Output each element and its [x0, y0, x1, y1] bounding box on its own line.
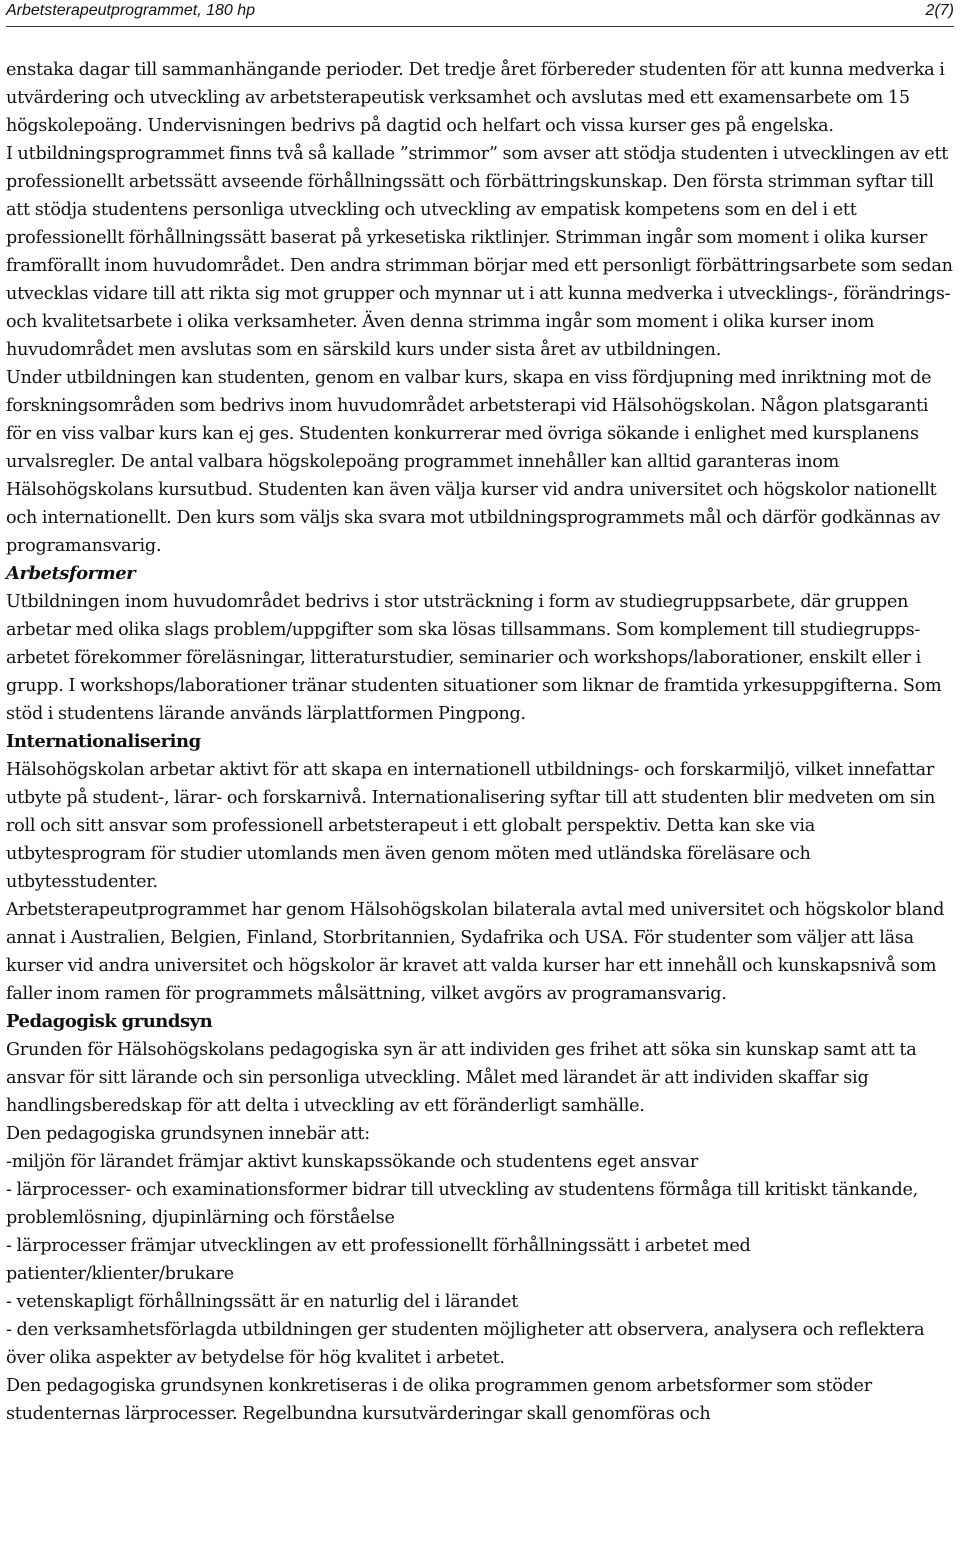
paragraph-intro-3: Under utbildningen kan studenten, genom en valbar kurs, skapa en viss fördjupning med inriktning mot de forskningsområden som bedrivs inom huvudområdet arbetsterapi vid Hälsohögskolan. Någon platsgaranti för en viss valbar kurs kan ej ges. Studenten konkurrerar med övriga sökande i enlighet med kursplanens urvalsregler. De antal valbara högskolepoäng programmet innehåller kan alltid garanteras inom Hälsohögskolans kursutbud. Studenten kan även välja kurser vid andra universitet och högskolor nationellt och internationellt. Den kurs som väljs ska svara mot utbildningsprogrammets mål och därför godkännas av programansvarig.: [6, 368, 940, 556]
page-number: 2(7): [925, 2, 954, 19]
heading-arbetsformer: Arbetsformer: [6, 563, 136, 584]
list-item: - vetenskapligt förhållningssätt är en naturlig del i lärandet: [6, 1292, 519, 1312]
paragraph-intro-1: enstaka dagar till sammanhängande perioder. Det tredje året förbereder studenten för att kunna medverka i utvärdering och utveckling av arbetsterapeutisk verksamhet och avslutas med ett examensarbete om 15 högskolepoäng. Undervisningen bedrivs på dagtid och helfart och vissa kurser ges på engelska.: [6, 60, 945, 136]
list-item: - lärprocesser främjar utvecklingen av ett professionellt förhållningssätt i arbetet med patienter/klienter/brukare: [6, 1236, 751, 1284]
header-title: Arbetsterapeutprogrammet, 180 hp: [6, 2, 256, 19]
page-header: [6, 0, 954, 27]
list-intro: Den pedagogiska grundsynen innebär att:: [6, 1124, 370, 1144]
list-item: -miljön för lärandet främjar aktivt kunskapssökande och studentens eget ansvar: [6, 1152, 698, 1172]
paragraph-pedagogisk-2: Den pedagogiska grundsynen konkretiseras i de olika programmen genom arbetsformer som stöder studenternas lärprocesser. Regelbundna kursutvärderingar skall genomföras och: [6, 1376, 872, 1424]
paragraph-arbetsformer: Utbildningen inom huvudområdet bedrivs i stor utsträckning i form av studiegruppsarbete, där gruppen arbetar med olika slags problem/uppgifter som ska lösas tillsammans. Som komplement till studiegrupps-arbetet förekommer föreläsningar, litteraturstudier, seminarier och workshops/laborationer, enskilt eller i grupp. I workshops/laborationer tränar studenten situationer som liknar de framtida yrkesuppgifterna. Som stöd i studentens lärande används lärplattformen Pingpong.: [6, 592, 942, 724]
list-item: - den verksamhetsförlagda utbildningen ger studenten möjligheter att observera, analysera och reflektera över olika aspekter av betydelse för hög kvalitet i arbetet.: [6, 1320, 925, 1368]
paragraph-internationalisering-1: Hälsohögskolan arbetar aktivt för att skapa en internationell utbildnings- och forskarmiljö, vilket innefattar utbyte på student-, lärar- och forskarnivå. Internationalisering syftar till att studenten blir medveten om sin roll och sitt ansvar som professionell arbetsterapeut i ett globalt perspektiv. Detta kan ske via utbytesprogram för studier utomlands men även genom möten med utländska föreläsare och utbytesstudenter.: [6, 760, 936, 892]
list-item: - lärprocesser- och examinationsformer bidrar till utveckling av studentens förmåga till kritiskt tänkande, problemlösning, djupinlärning och förståelse: [6, 1180, 919, 1228]
paragraph-internationalisering-2: Arbetsterapeutprogrammet har genom Hälsohögskolan bilaterala avtal med universitet och högskolor bland annat i Australien, Belgien, Finland, Storbritannien, Sydafrika och USA. För studenter som väljer att läsa kurser vid andra universitet och högskolor är kravet att valda kurser har ett innehåll och kunskapsnivå som faller inom ramen för programmets målsättning, vilket avgörs av programansvarig.: [6, 900, 945, 1004]
paragraph-pedagogisk-1: Grunden för Hälsohögskolans pedagogiska syn är att individen ges frihet att söka sin kunskap samt att ta ansvar för sitt lärande och sin personliga utveckling. Målet med lärandet är att individen skaffar sig handlingsberedskap för att delta i utveckling av ett föränderligt samhälle.: [6, 1040, 917, 1116]
heading-pedagogisk-grundsyn: Pedagogisk grundsyn: [6, 1011, 213, 1032]
paragraph-intro-2: I utbildningsprogrammet finns två så kallade ”strimmor” som avser att stödja studenten i utvecklingen av ett professionellt arbetssätt avseende förhållningssätt och förbättringskunskap. Den första strimman syftar till att stödja studentens personliga utveckling och utveckling av empatisk kompetens som en del i ett professionellt förhållningssätt baserat på yrkesetiska riktlinjer. Strimman ingår som moment i olika kurser framförallt inom huvudområdet. Den andra strimman börjar med ett personligt förbättringsarbete som sedan utvecklas vidare till att rikta sig mot grupper och mynnar ut i att kunna medverka i utvecklings-, förändrings- och kvalitetsarbete i olika verksamheter. Även denna strimma ingår som moment i olika kurser inom huvudområdet men avslutas som en särskild kurs under sista året av utbildningen.: [6, 144, 953, 360]
heading-internationalisering: Internationalisering: [6, 731, 201, 752]
document-body: [6, 56, 956, 1428]
